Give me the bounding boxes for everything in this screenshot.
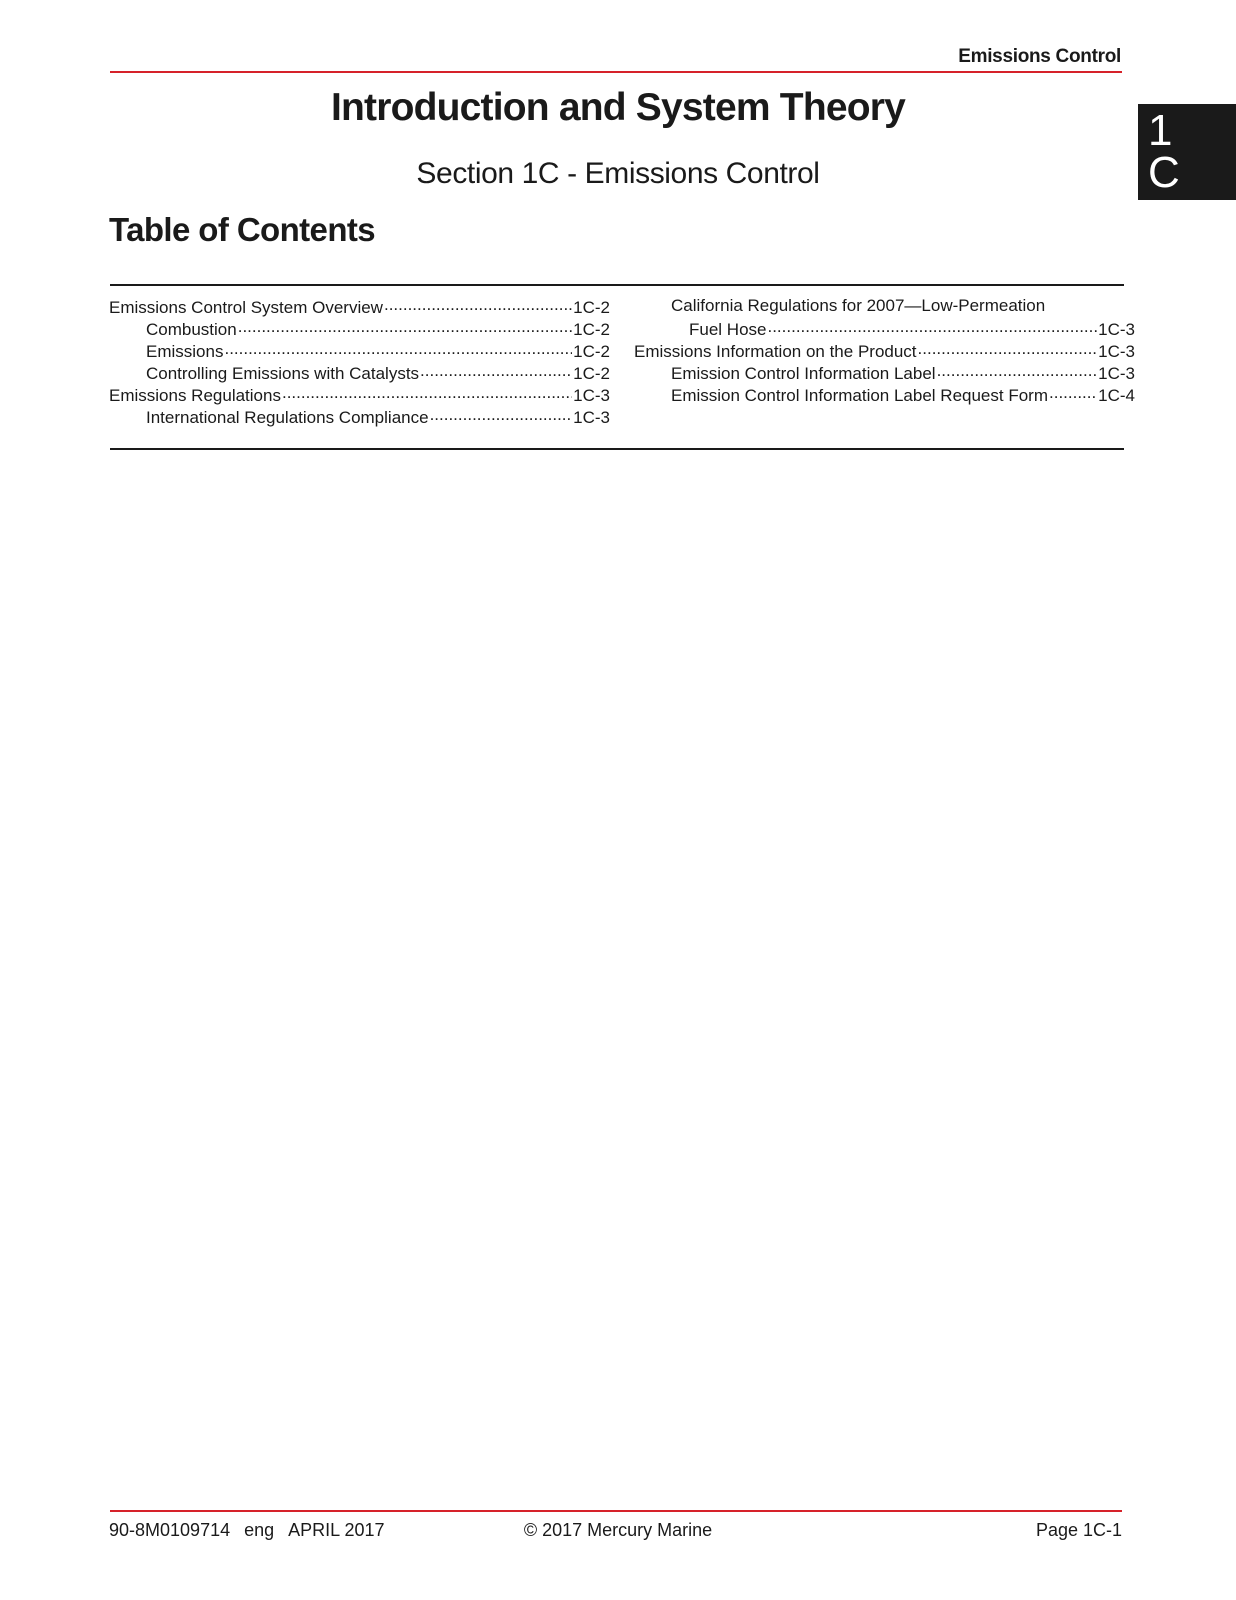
toc-leader-dots (384, 296, 572, 313)
toc-entry-page: 1C-3 (573, 386, 610, 405)
toc-heading: Table of Contents (109, 211, 376, 248)
toc-entry-label: International Regulations Compliance (146, 408, 429, 427)
toc-entry[interactable] (109, 384, 610, 406)
toc-leader-dots (420, 362, 572, 379)
toc-entry-page: 1C-3 (1098, 342, 1135, 361)
toc-entry[interactable] (109, 362, 610, 384)
footer-page-number: Page 1C-1 (1035, 1520, 1122, 1540)
toc-entry-label: Emissions Control System Overview (109, 298, 383, 317)
toc-entry[interactable] (634, 384, 1135, 406)
section-tab-letter: C (1148, 148, 1180, 197)
toc-leader-dots (282, 384, 572, 401)
toc-entry-label: Emissions Regulations (109, 386, 281, 405)
toc-entry[interactable] (634, 340, 1135, 362)
toc-entry-label: Emission Control Information Label Request Form (671, 386, 1048, 405)
header-rule (110, 71, 1122, 73)
toc-entry-label: Combustion (146, 320, 237, 339)
toc-right-column (634, 296, 1135, 406)
toc-entry-label: Emissions (146, 342, 224, 361)
toc-entry-page: 1C-4 (1098, 386, 1135, 405)
toc-leader-dots (918, 340, 1098, 357)
toc-entry-label: Controlling Emissions with Catalysts (146, 364, 420, 383)
toc-bottom-rule (110, 448, 1124, 450)
footer-doc-number: 90-8M0109714 (109, 1520, 231, 1540)
toc-entry-page: 1C-3 (573, 408, 610, 427)
toc-entry[interactable] (634, 296, 1135, 318)
toc-entry-page: 1C-3 (1098, 320, 1135, 339)
toc-entry-page: 1C-2 (573, 298, 610, 317)
toc-leader-dots (1049, 384, 1097, 401)
toc-entry-page: 1C-2 (573, 364, 610, 383)
toc-leader-dots (430, 406, 573, 423)
toc-entry-label: California Regulations for 2007—Low-Permeation (671, 296, 1046, 315)
toc-entry[interactable] (109, 340, 610, 362)
toc-entry-label: Emission Control Information Label (671, 364, 936, 383)
footer-rule (110, 1510, 1122, 1512)
toc-entry-page: 1C-3 (1098, 364, 1135, 383)
section-title: Section 1C - Emissions Control (416, 157, 820, 190)
toc-entry[interactable] (109, 296, 610, 318)
page-title: Introduction and System Theory (330, 86, 906, 129)
toc-entry[interactable] (634, 362, 1135, 384)
toc-leader-dots (238, 318, 572, 335)
toc-leader-dots (767, 318, 1097, 335)
toc-entry-label: Emissions Information on the Product (634, 342, 917, 361)
toc-left-column (109, 296, 610, 428)
toc-top-rule (110, 284, 1124, 286)
toc-entry[interactable] (109, 406, 610, 428)
toc-entry-page: 1C-2 (573, 342, 610, 361)
toc-entry-page: 1C-2 (573, 320, 610, 339)
running-header-title: Emissions Control (958, 46, 1121, 67)
footer-date: APRIL 2017 (288, 1520, 385, 1540)
footer-copyright: © 2017 Mercury Marine (523, 1520, 713, 1540)
footer-language: eng (244, 1520, 275, 1540)
toc-entry[interactable] (109, 318, 610, 340)
toc-entry-label: Fuel Hose (689, 320, 767, 339)
section-tab-number: 1 (1148, 106, 1173, 155)
toc-entry-continuation[interactable] (634, 318, 1135, 340)
toc-leader-dots (224, 340, 572, 357)
toc-leader-dots (937, 362, 1098, 379)
